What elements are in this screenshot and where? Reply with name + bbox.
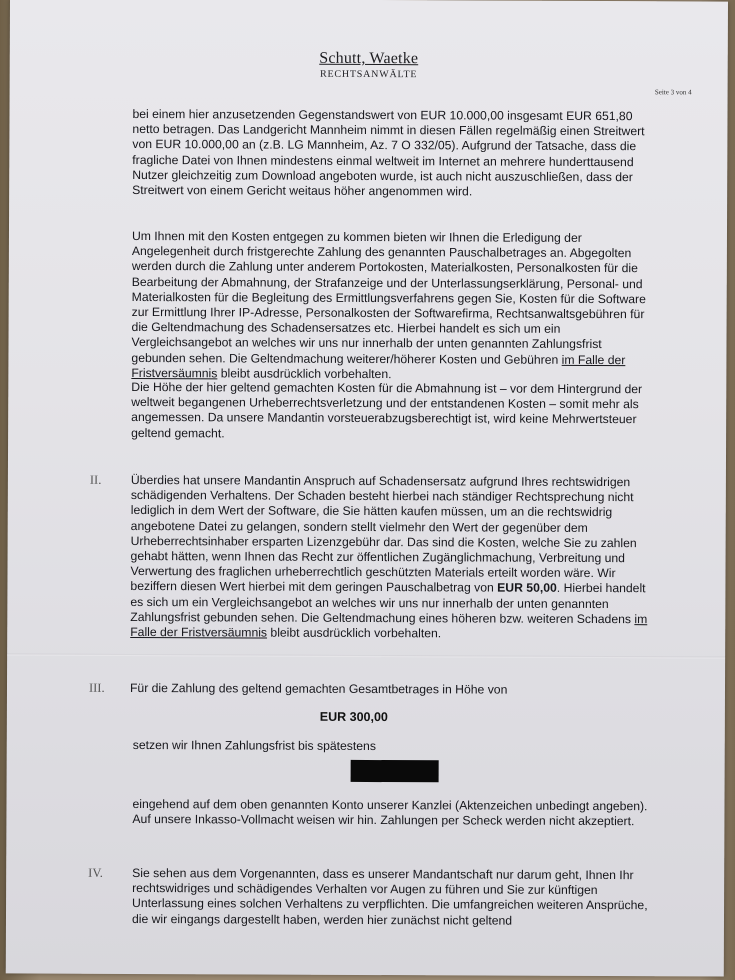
section-numeral-iii: III. xyxy=(88,680,105,695)
total-amount: EUR 300,00 xyxy=(319,709,388,725)
firm-subtitle: RECHTSANWÄLTE xyxy=(320,68,418,81)
section-ii xyxy=(130,473,651,643)
redacted-date xyxy=(351,760,439,782)
paragraph-cost-height xyxy=(131,380,651,443)
offer-text: Um Ihnen mit den Kosten entgegen zu kommen bieten wir Ihnen die Erledigung der Angelegenheit durch fristgerechte Zahlung des genannten Pauschalbetrages an. Abgegolten werden durch die Zahlung unter anderem Portokosten, Materialkosten, Personalkosten für die Bearbeitung der Abmahnung, der Strafanzeige und der Unterlassungserklärung, Personal- und Materialkosten für die Begleitung des Ermittlungsverfahrens gegen Sie, Kosten für die Software zur Ermittlung Ihrer IP-Adresse, Personalkosten der Softwarefirma, Rechtsanwaltsgebühren für die Geltendmachung des Schadensersatzes etc. Hierbei handelt es sich um ein Vergleichsangebot an welches wir uns nur innerhalb der unten genannten Zahlungsfrist gebunden sehen. Die Geltendmachung weiterer/höherer Kosten und Gebühren xyxy=(131,228,646,367)
paragraph-text xyxy=(130,473,651,643)
paragraph-text: Die Höhe der hier geltend gemachten Kosten für die Abmahnung ist – vor dem Hintergrund der weltweit begangenen Urheberrechtsverletzung und der entstandenen Kosten – somit mehr als angemessen. Da unsere Mandantin vorsteuerabzugsberechtigt ist, wird keine Mehrwertsteuer geltend gemacht. xyxy=(131,379,643,440)
letterhead xyxy=(10,48,728,81)
letter-page xyxy=(6,0,728,977)
paragraph-text xyxy=(131,229,652,383)
paragraph-continuation xyxy=(132,107,652,200)
paragraph-text: Für die Zahlung des geltend gemachten Gesamtbetrages in Höhe von xyxy=(129,680,508,697)
underlined-phrase: im Falle der Fristversäumnis xyxy=(131,352,626,381)
offer-tail: bleibt ausdrücklich vorbehalten. xyxy=(217,366,392,381)
section-ii-text2: . Hierbei handelt es sich um ein Vergleichsangebot an welches wir uns nur innerhalb der unten genannten Zahlungsfrist gebunden sehen. Die Geltendmachung eines höheren bzw. weiteren Schadens xyxy=(130,581,646,626)
firm-name: Schutt, Waetke xyxy=(319,49,419,68)
underlined-phrase: im Falle der Fristversäumnis xyxy=(130,611,648,640)
damages-amount: EUR 50,00 xyxy=(497,580,557,596)
paper-fold-line xyxy=(7,653,725,658)
section-iii-deadline xyxy=(133,738,653,755)
paragraph-text: eingehend auf dem oben genannten Konto unserer Kanzlei (Aktenzeichen unbedingt angeben). Auf unsere Inkasso-Vollmacht weisen wir hin. Zahlungen per Scheck werden nicht akzeptiert. xyxy=(132,796,648,829)
section-numeral-ii: II. xyxy=(89,472,102,487)
section-numeral-iv: IV. xyxy=(88,865,103,880)
paragraph-text: Sie sehen aus dem Vorgenannten, dass es unserer Mandantschaft nur darum geht, Ihnen Ihr rechtswidriges und schädigendes Verhalten vor Augen zu führen und Sie zur künftigen Unterlassung eines solchen Verhaltens zu verpflichten. Die umfangreichen weiteren Ansprüche, die wir eingangs dargestellt haben, werden hier zunächst nicht geltend xyxy=(131,865,648,928)
section-iii-intro xyxy=(130,681,650,698)
section-iv xyxy=(132,866,652,929)
page-number: Seite 3 von 4 xyxy=(654,88,692,97)
section-ii-text: Überdies hat unsere Mandantin Anspruch auf Schadensersatz aufgrund Ihres rechtswidrigen schädigenden Verhaltens. Der Schaden besteht hierbei nach ständiger Rechtsprechung nicht lediglich in dem Wert der Software, die Sie hätten kaufen müssen, um an die rechtswidrig angebotene Datei zu gelangen, sondern stellt vielmehr den Wert der gegenüber dem Urheberrechtsinhaber ersparten Lizenzgebühr dar. Das sind die Kosten, welche Sie zu zahlen gehabt hätten, wenn Ihnen das Recht zur öffentlichen Zugänglichmachung, Verbreitung und Verwertung des fraglichen urheberrechtlich geschützten Materials erteilt worden wäre. Wir beziffern diesen Wert hierbei mit dem geringen Pauschalbetrag von xyxy=(130,472,637,595)
section-ii-tail: bleibt ausdrücklich vorbehalten. xyxy=(267,625,442,641)
paragraph-text: setzen wir Ihnen Zahlungsfrist bis spätestens xyxy=(132,737,376,754)
paragraph-text: bei einem hier anzusetzenden Gegenstandswert von EUR 10.000,00 insgesamt EUR 651,80 netto betragen. Das Landgericht Mannheim nimmt in diesen Fällen regelmäßig einen Streitwert von EUR 10.000,00 an (z.B. LG Mannheim, Az. 7 O 332/05). Aufgrund der Tatsache, dass die fragliche Datei von Ihnen mindestens einmal weltweit im Internet an mehrere hunderttausend Nutzer gleichzeitig zum Download angeboten wurde, ist auch nicht auszuschließen, dass der Streitwert von einem Gericht weitaus höher angenommen wird. xyxy=(132,106,645,199)
section-iii-after xyxy=(132,797,652,830)
paragraph-offer xyxy=(131,229,652,383)
